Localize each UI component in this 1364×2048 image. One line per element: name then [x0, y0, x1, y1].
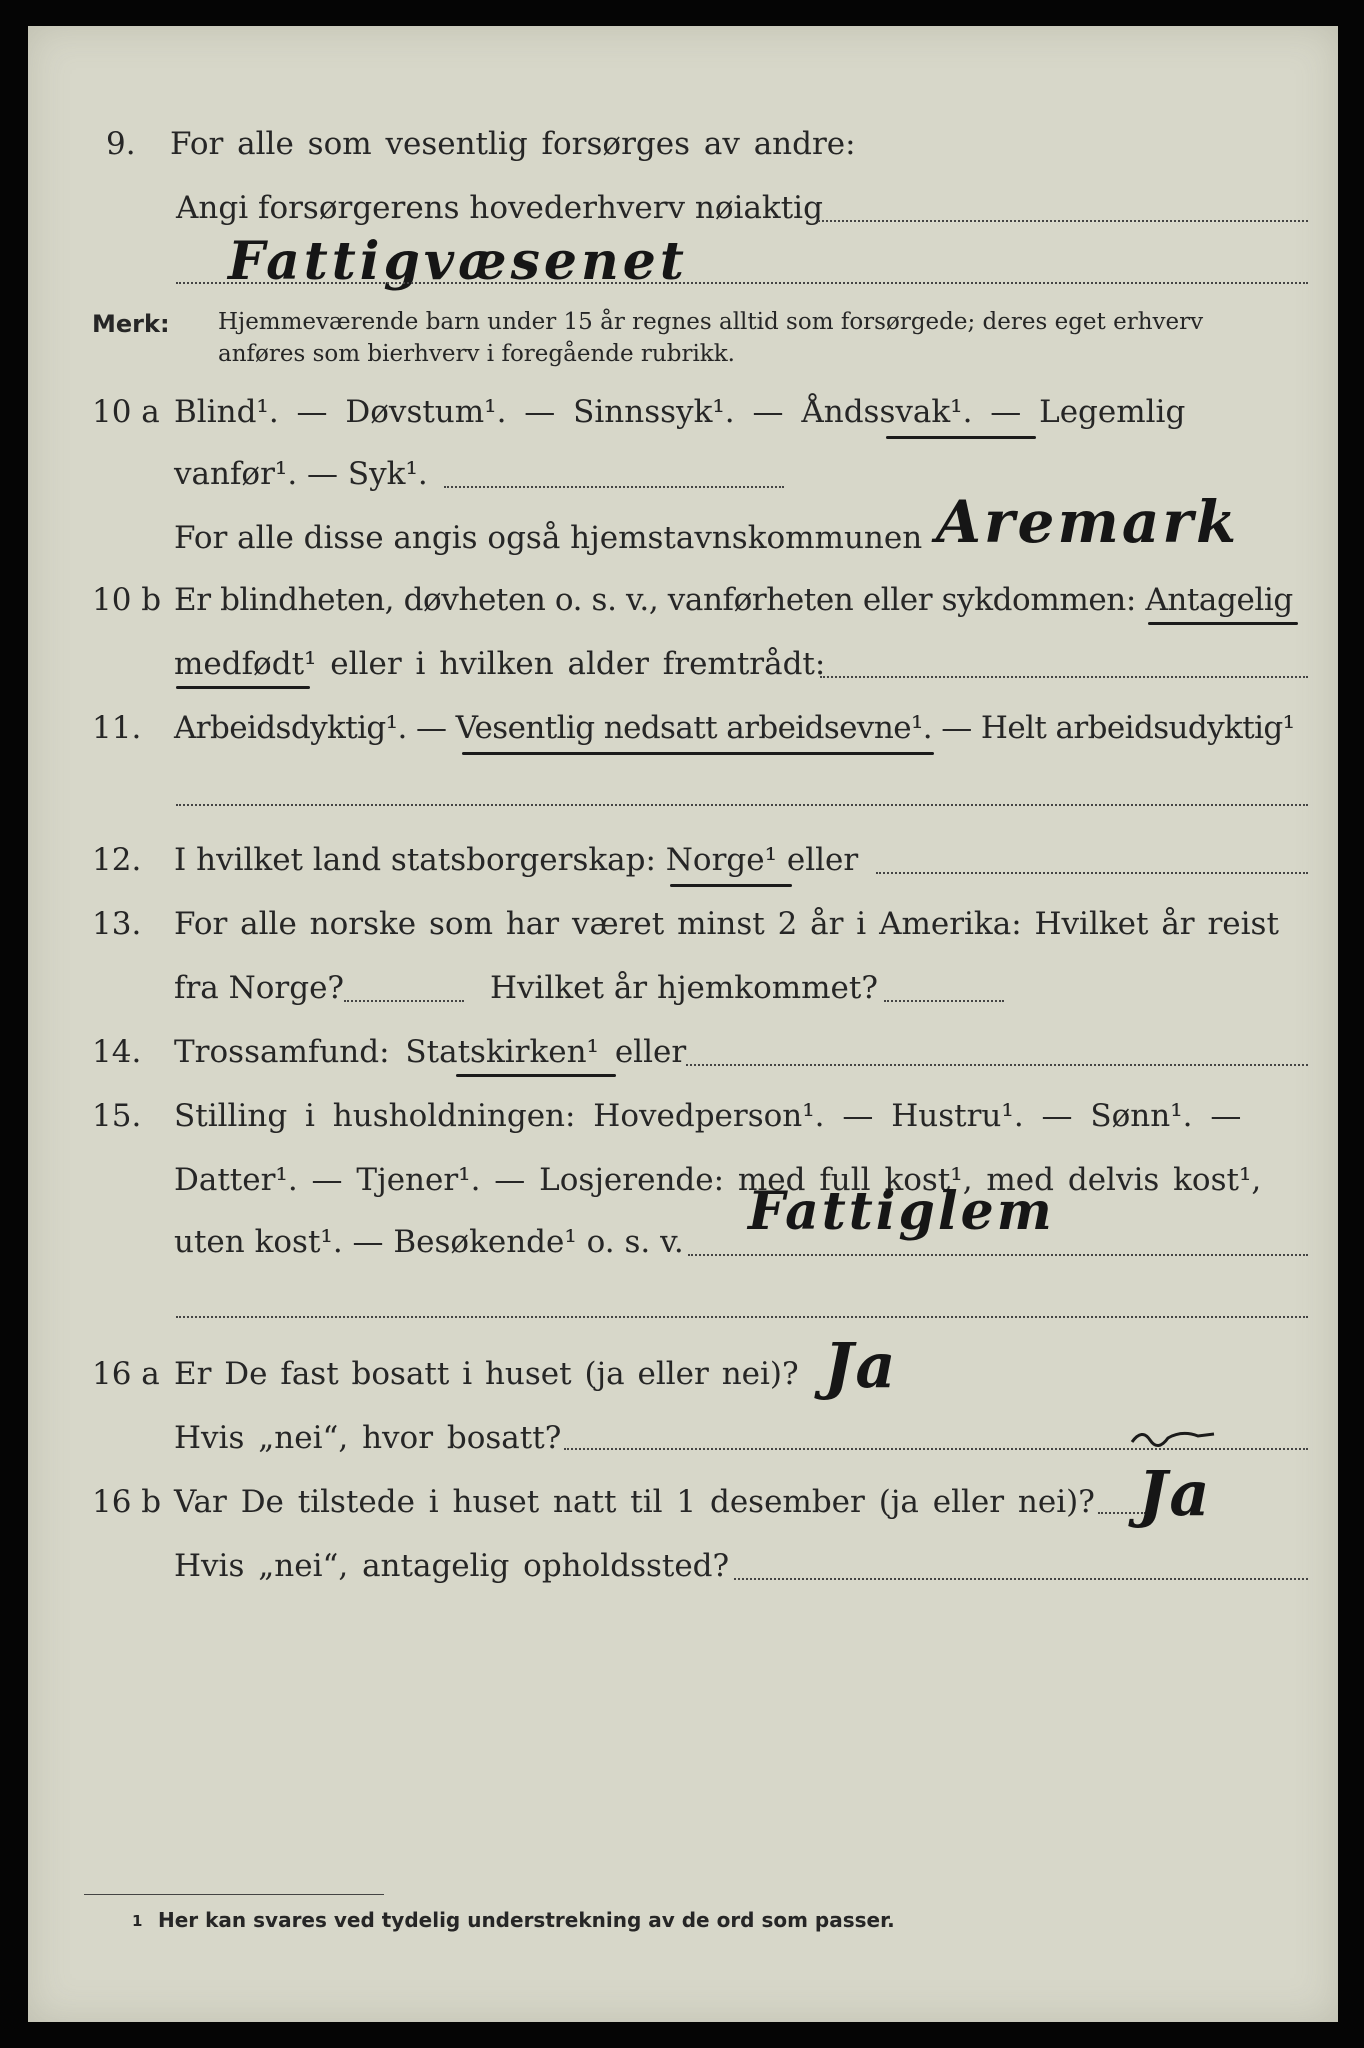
q10a-number: 10 a: [92, 394, 160, 430]
q16a-number: 16 a: [92, 1356, 160, 1392]
underline-antagelig: [1148, 622, 1298, 625]
q14-number: 14.: [92, 1034, 142, 1070]
q13-number: 13.: [92, 906, 142, 942]
q9-line1: For alle som vesentlig forsørges av andre:: [170, 126, 856, 162]
q10a-line2: vanfør¹. — Syk¹.: [174, 456, 428, 492]
footnote-text: Her kan svares ved tydelig understrekning av de ord som passer.: [158, 1908, 895, 1932]
q10a-line1: Blind¹. — Døvstum¹. — Sinnssyk¹. — Åndssvak¹. — Legemlig: [174, 394, 1186, 430]
q9-handwritten-answer: Fattigvæsenet: [228, 231, 688, 292]
q15-dotted-line: [688, 1254, 1308, 1256]
q11-dotted-line: [176, 804, 1308, 806]
footnote-marker: 1: [132, 1912, 143, 1930]
q13-line2a: fra Norge?: [174, 970, 345, 1006]
q16b-handwritten-answer: Ja: [1138, 1457, 1212, 1530]
q15-line2: Datter¹. — Tjener¹. — Losjerende: med full kost¹, med delvis kost¹,: [174, 1162, 1262, 1198]
q13-line1: For alle norske som har været minst 2 år i Amerika: Hvilket år reist: [174, 906, 1279, 942]
q10a-line3: For alle disse angis også hjemstavnskommunen: [174, 520, 923, 556]
q16a-line1: Er De fast bosatt i huset (ja eller nei)?: [174, 1356, 799, 1392]
q16b-dotted-line-2: [734, 1578, 1308, 1580]
q9-dotted-line: [818, 220, 1308, 222]
q10b-line1: Er blindheten, døvheten o. s. v., vanførheten eller sykdommen: Antagelig: [174, 582, 1293, 618]
q11-line1: Arbeidsdyktig¹. — Vesentlig nedsatt arbeidsevne¹. — Helt arbeidsudyktig¹: [174, 710, 1295, 746]
q10b-dotted-line: [820, 676, 1308, 678]
q16b-line1: Var De tilstede i huset natt til 1 desember (ja eller nei)?: [174, 1484, 1095, 1520]
q13-dotted-reist: [344, 1000, 464, 1002]
q16a-handwritten-dash-mark: [1128, 1424, 1218, 1454]
q15-line1: Stilling i husholdningen: Hovedperson¹. — Hustru¹. — Sønn¹. —: [174, 1098, 1242, 1134]
q16b-line2: Hvis „nei“, antagelig opholdssted?: [174, 1548, 730, 1584]
q16a-handwritten-answer: Ja: [824, 1329, 898, 1402]
underline-statskirken: [456, 1074, 616, 1077]
q10b-line2: medfødt¹ eller i hvilken alder fremtrådt:: [174, 646, 826, 682]
q16b-number: 16 b: [92, 1484, 162, 1520]
q11-number: 11.: [92, 710, 142, 746]
census-form-page: [28, 26, 1338, 2022]
q10b-number: 10 b: [92, 582, 162, 618]
underline-andssvak: [886, 436, 1036, 439]
footnote-rule: [84, 1894, 384, 1895]
q12-number: 12.: [92, 842, 142, 878]
underline-norge: [670, 884, 792, 887]
q15-number: 15.: [92, 1098, 142, 1134]
q12-line1: I hvilket land statsborgerskap: Norge¹ eller: [174, 842, 859, 878]
underline-medfodt: [176, 686, 310, 689]
q15-line3: uten kost¹. — Besøkende¹ o. s. v.: [174, 1224, 684, 1260]
q12-dotted-line: [876, 872, 1308, 874]
q9-line2: Angi forsørgerens hovederhverv nøiaktig: [176, 190, 823, 226]
q15-handwritten-answer: Fattiglem: [748, 1181, 1055, 1242]
merk-line2: anføres som bierhverv i foregående rubrikk.: [218, 341, 735, 367]
q14-dotted-line: [686, 1064, 1308, 1066]
q10a-handwritten-answer: Aremark: [936, 488, 1240, 556]
q10a-dotted-line: [444, 486, 784, 488]
q16a-line2: Hvis „nei“, hvor bosatt?: [174, 1420, 562, 1456]
q9-number: 9.: [106, 126, 136, 162]
q14-line1: Trossamfund: Statskirken¹ eller: [174, 1034, 687, 1070]
merk-line1: Hjemmeværende barn under 15 år regnes alltid som forsørgede; deres eget erhverv: [218, 309, 1204, 335]
q15-dotted-line-2: [176, 1316, 1308, 1318]
q13-line2b: Hvilket år hjemkommet?: [490, 970, 878, 1006]
q13-dotted-hjemkommet: [884, 1000, 1004, 1002]
q9-answer-line: [176, 282, 1308, 284]
underline-vesentlig-nedsatt: [462, 752, 934, 755]
merk-label: Merk:: [92, 310, 170, 338]
